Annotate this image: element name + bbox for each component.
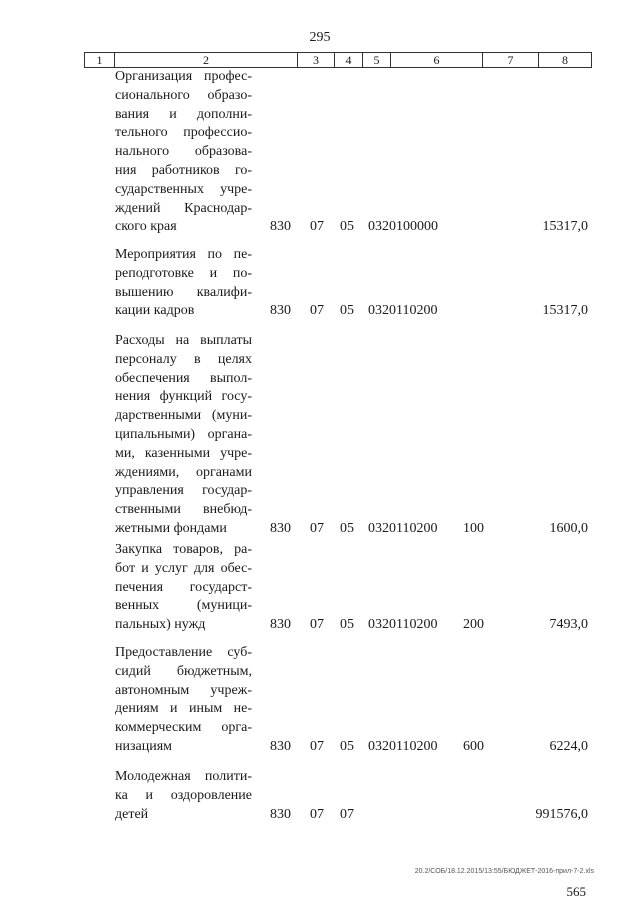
row-description <box>115 246 252 321</box>
admin-code: 830 <box>270 303 291 319</box>
table-header <box>84 52 592 68</box>
header-col-8: 8 <box>562 53 568 67</box>
header-col-1: 1 <box>85 53 115 67</box>
description-line: персоналу в целях <box>115 351 252 367</box>
expense-type-code: 100 <box>463 521 484 536</box>
description-line: коммерческим орга- <box>115 720 252 736</box>
subsection-code: 05 <box>340 219 354 235</box>
table-row <box>0 768 640 824</box>
subsection-code: 05 <box>340 739 354 754</box>
top-page-number: 295 <box>309 30 331 45</box>
admin-code: 830 <box>270 521 291 536</box>
section-code: 07 <box>310 617 324 633</box>
description-line: ципальными) органа- <box>115 426 252 442</box>
description-line: вышению квалифи- <box>115 284 252 300</box>
description-line: ния работников го- <box>115 162 252 178</box>
table-row <box>0 541 640 635</box>
table-row <box>0 246 640 321</box>
amount: 6224,0 <box>549 739 588 754</box>
amount: 15317,0 <box>542 219 588 235</box>
description-line: жетными фондами <box>115 520 227 536</box>
description-line: нального образова- <box>115 144 252 160</box>
description-line: сударственных учре- <box>115 181 252 197</box>
subsection-code: 05 <box>340 303 354 319</box>
amount: 7493,0 <box>549 617 588 633</box>
admin-code: 830 <box>270 806 291 822</box>
description-line: печения государст- <box>115 579 252 595</box>
description-line: управления государ- <box>115 483 252 499</box>
row-description <box>115 768 252 824</box>
amount: 991576,0 <box>535 806 588 822</box>
section-code: 07 <box>310 219 324 235</box>
admin-code: 830 <box>270 739 291 754</box>
section-code: 07 <box>310 739 324 754</box>
description-line: автономным учреж- <box>115 682 252 698</box>
description-line: ка и оздоровление <box>115 787 252 803</box>
description-line: венных (муници- <box>115 598 252 614</box>
header-col-4: 4 <box>335 53 363 67</box>
description-line: бот и услуг для обес- <box>115 560 252 576</box>
target-article-code: 0320110200 <box>368 521 438 536</box>
description-line: Мероприятия по пе- <box>115 247 252 262</box>
header-col-2: 2 <box>115 53 298 67</box>
target-article-code: 0320110200 <box>368 303 438 319</box>
footer-file-reference: 20.2/СОБ/18.12.2015/13:55/БЮДЖЕТ-2016-прил-7-2.xls <box>414 868 594 875</box>
amount: 15317,0 <box>542 303 588 319</box>
admin-code: 830 <box>270 617 291 633</box>
admin-code: 830 <box>270 219 291 235</box>
expense-type-code: 200 <box>463 617 484 633</box>
subsection-code: 05 <box>340 521 354 536</box>
description-line: вания и дополни- <box>115 106 252 122</box>
row-description <box>115 68 252 237</box>
description-line: реподготовке и по- <box>115 265 252 281</box>
target-article-code: 0320110200 <box>368 617 438 633</box>
target-article-code: 0320100000 <box>368 219 438 235</box>
description-line: тельного профессио- <box>115 125 252 141</box>
row-description <box>115 644 252 757</box>
row-description <box>115 541 252 635</box>
description-line: ского края <box>115 219 177 235</box>
section-code: 07 <box>310 521 324 536</box>
header-col-6: 6 <box>391 53 483 67</box>
amount: 1600,0 <box>549 521 588 536</box>
description-line: дарственными (муни- <box>115 408 252 424</box>
description-line: Организация профес- <box>115 69 252 84</box>
description-line: ми, казенными учре- <box>115 445 252 461</box>
description-line: ждений Краснодар- <box>115 200 252 216</box>
section-code: 07 <box>310 303 324 319</box>
table-row <box>0 332 640 539</box>
row-description <box>115 332 252 539</box>
subsection-code: 07 <box>340 806 354 822</box>
table-row <box>0 68 640 237</box>
description-line: Предоставление суб- <box>115 645 252 660</box>
description-line: обеспечения выпол- <box>115 370 252 386</box>
header-col-3: 3 <box>298 53 335 67</box>
section-code: 07 <box>310 806 324 822</box>
description-line: низациям <box>115 738 173 754</box>
description-line: дениям и иным не- <box>115 701 252 717</box>
header-col-5: 5 <box>363 53 391 67</box>
description-line: детей <box>115 806 149 822</box>
header-col-7: 7 <box>483 53 539 67</box>
subsection-code: 05 <box>340 617 354 633</box>
description-line: Расходы на выплаты <box>115 333 252 348</box>
description-line: Молодежная полити- <box>115 769 252 784</box>
description-line: кации кадров <box>115 303 195 319</box>
description-line: пальных) нужд <box>115 617 206 633</box>
description-line: сидий бюджетным, <box>115 663 252 679</box>
description-line: сионального образо- <box>115 87 252 103</box>
target-article-code: 0320110200 <box>368 739 438 754</box>
description-line: Закупка товаров, ра- <box>115 542 252 557</box>
description-line: нения функций госу- <box>115 389 252 405</box>
bottom-page-number: 565 <box>566 884 586 899</box>
table-row <box>0 644 640 757</box>
description-line: ственными внебюд- <box>115 502 252 518</box>
expense-type-code: 600 <box>463 739 484 754</box>
description-line: ждениями, органами <box>115 464 252 480</box>
